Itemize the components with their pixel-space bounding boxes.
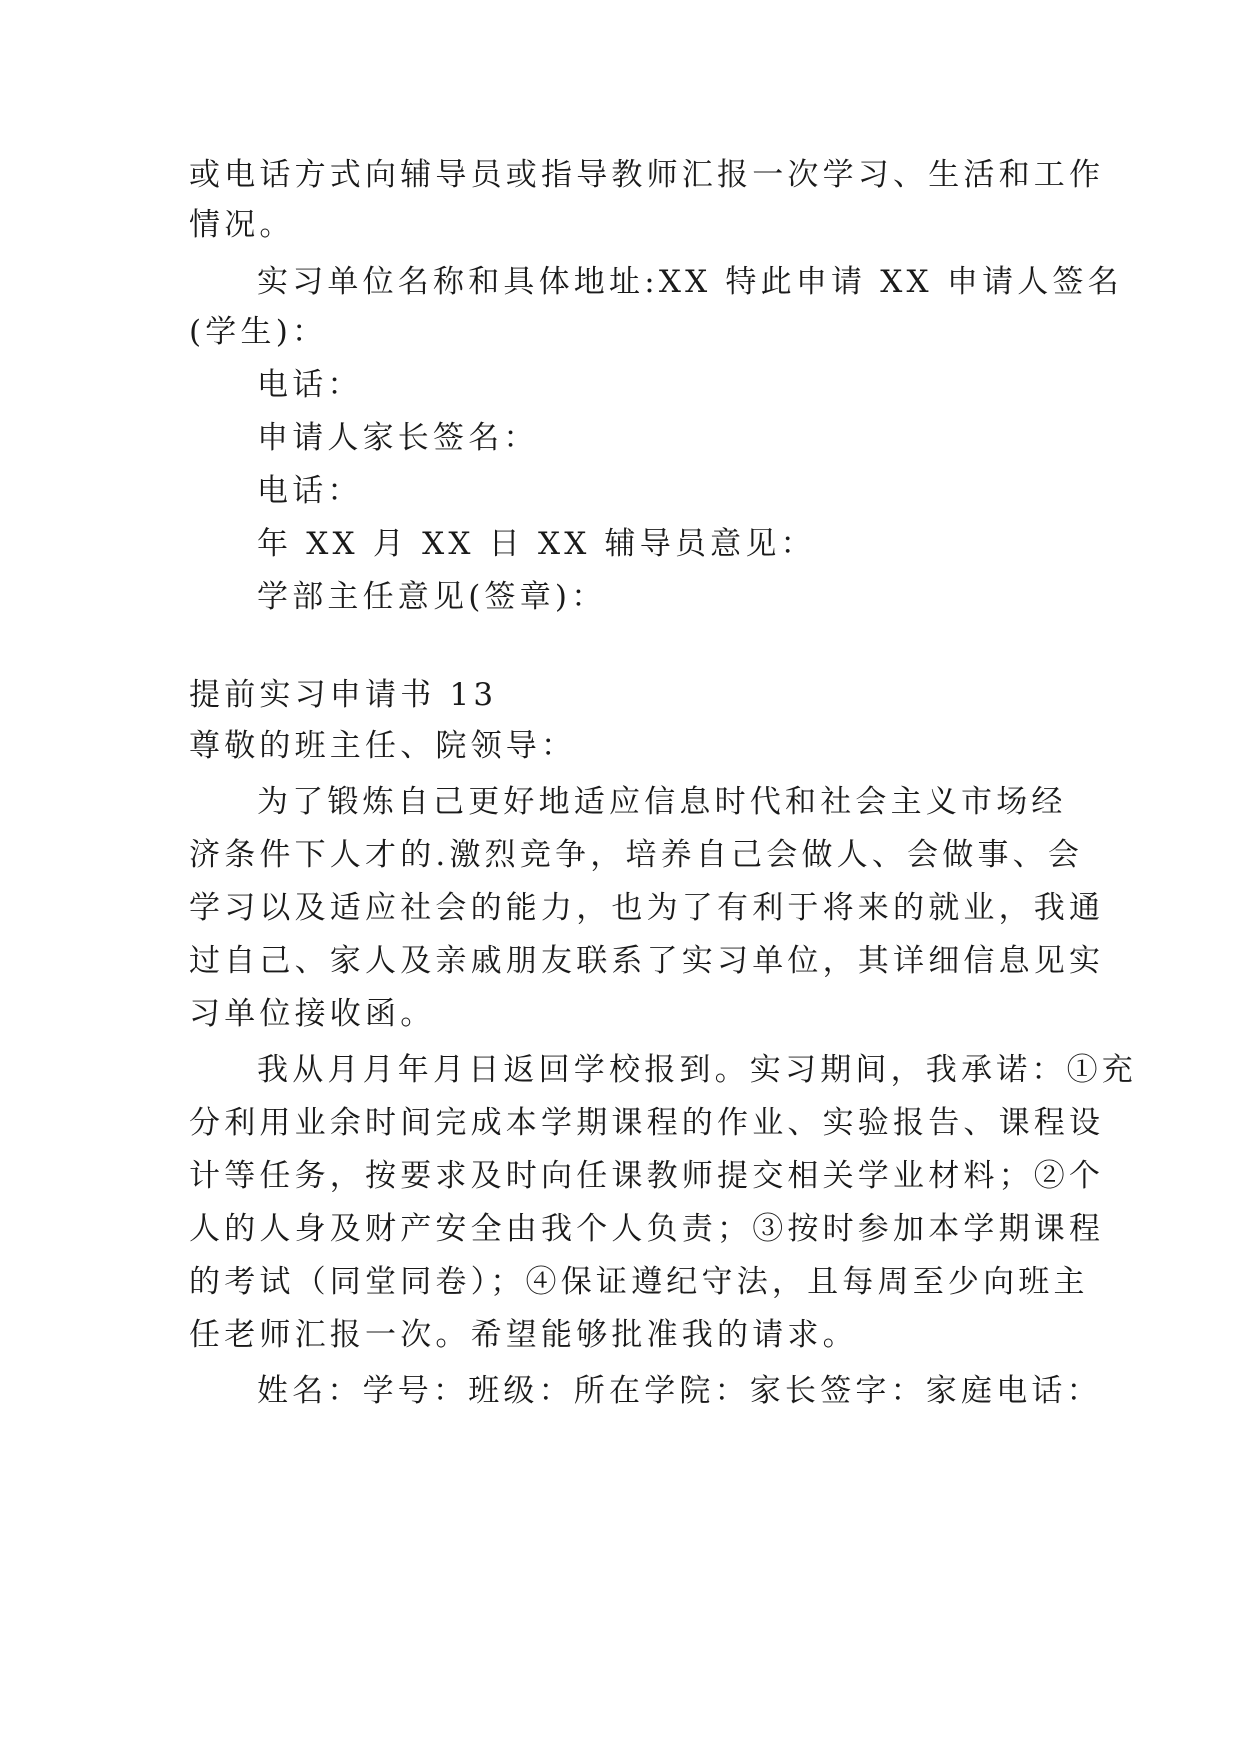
paragraph-line: 学习以及适应社会的能力，也为了有利于将来的就业，我通: [189, 890, 1105, 926]
paragraph-line: 习单位接收函。: [189, 996, 436, 1032]
paragraph-line: 济条件下人才的.激烈竞争，培养自己会做人、会做事、会: [189, 837, 1084, 873]
text-line: 或电话方式向辅导员或指导教师汇报一次学习、生活和工作: [189, 157, 1105, 193]
paragraph-line: 人的人身及财产安全由我个人负责；③按时参加本学期课程: [189, 1211, 1105, 1247]
salutation: 尊敬的班主任、院领导：: [189, 728, 577, 764]
director-opinion-label: 学部主任意见(签章)：: [257, 579, 607, 615]
paragraph-line: 分利用业余时间完成本学期课程的作业、实验报告、课程设: [189, 1105, 1105, 1141]
section-title: 提前实习申请书 13: [189, 677, 498, 713]
phone-label: 电话：: [257, 473, 363, 509]
form-fields-line: 姓名：学号：班级：所在学院：家长签字：家庭电话：: [257, 1373, 1102, 1409]
text-line: 情况。: [189, 207, 295, 243]
paragraph-line: 过自己、家人及亲戚朋友联系了实习单位，其详细信息见实: [189, 943, 1105, 979]
paragraph-line: 任老师汇报一次。希望能够批准我的请求。: [189, 1317, 858, 1353]
paragraph-line: 计等任务，按要求及时向任课教师提交相关学业材料；②个: [189, 1158, 1105, 1194]
paragraph-line: 的考试（同堂同卷）；④保证遵纪守法，且每周至少向班主: [189, 1264, 1089, 1300]
text-line: (学生)：: [189, 314, 328, 350]
paragraph-line: 我从月月年月日返回学校报到。实习期间，我承诺：①充: [257, 1052, 1137, 1088]
text-line: 实习单位名称和具体地址:XX 特此申请 XX 申请人签名: [257, 264, 1123, 300]
paragraph-line: 为了锻炼自己更好地适应信息时代和社会主义市场经: [257, 784, 1067, 820]
parent-signature-label: 申请人家长签名：: [257, 420, 539, 456]
phone-label: 电话：: [257, 367, 363, 403]
date-counselor-label: 年 XX 月 XX 日 XX 辅导员意见：: [257, 526, 816, 562]
